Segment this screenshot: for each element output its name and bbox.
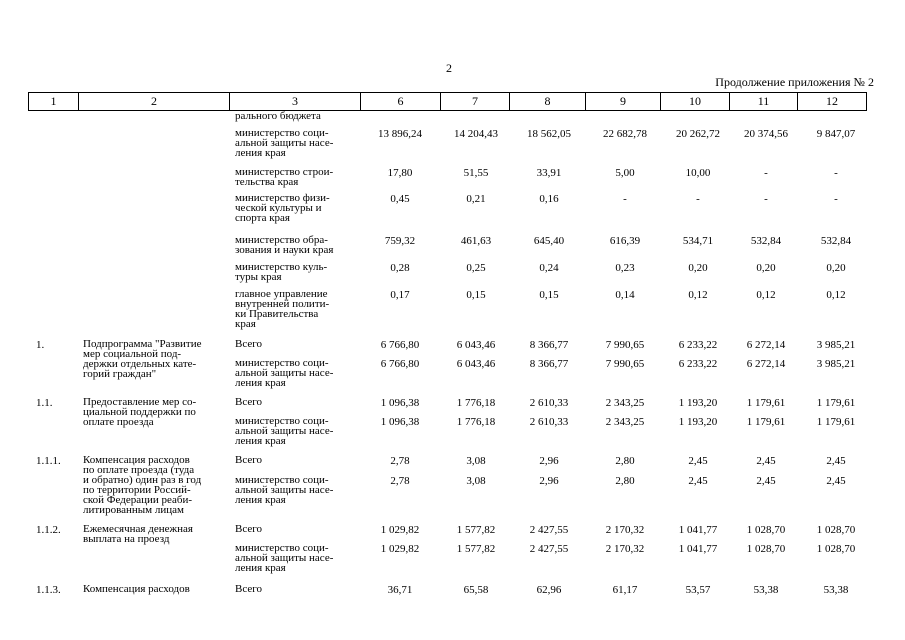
value-cell-col-12: - <box>834 193 838 205</box>
header-row <box>29 93 867 111</box>
text-line: Подпрограмма "Развитие <box>83 338 202 350</box>
value-cell-col-6: 36,71 <box>387 584 413 596</box>
value-cell-col-9: 2 343,25 <box>605 416 645 428</box>
value-cell-col-11: 6 272,14 <box>746 358 786 370</box>
value-cell-col-12: 2,45 <box>826 475 846 487</box>
text-line: Компенсация расходов <box>83 583 190 595</box>
value-cell-col-6: 2,78 <box>390 475 410 487</box>
column-header-11: 11 <box>730 93 798 111</box>
row-number: 1.1. <box>36 397 53 409</box>
row-source <box>235 358 361 388</box>
text-line: туры края <box>235 271 282 283</box>
value-cell-col-11: 1 028,70 <box>746 543 786 555</box>
value-cell-col-10: 2,45 <box>688 455 708 467</box>
value-cell-col-6: 6 766,80 <box>380 358 420 370</box>
text-line: горий граждан" <box>83 368 157 380</box>
value-cell-col-12: 0,12 <box>826 289 846 301</box>
value-cell-col-6: 17,80 <box>387 167 413 179</box>
value-cell-col-8: 2,96 <box>539 475 559 487</box>
value-cell-col-8: 2 610,33 <box>529 416 569 428</box>
value-cell-col-12: 3 985,21 <box>816 339 856 351</box>
value-cell-col-7: 1 776,18 <box>456 397 496 409</box>
value-cell-col-11: - <box>764 167 768 179</box>
value-cell-col-10: 20 262,72 <box>676 128 720 140</box>
value-cell-col-11: 1 028,70 <box>746 524 786 536</box>
text-line: спорта края <box>235 212 290 224</box>
text-line: внутренней полити- <box>235 298 330 310</box>
text-line: министерство соци- <box>235 357 329 369</box>
value-cell-col-7: 65,58 <box>463 584 489 596</box>
value-cell-col-12: 1 028,70 <box>816 543 856 555</box>
value-cell-col-6: 1 096,38 <box>380 416 420 428</box>
value-cell-col-10: 0,12 <box>688 289 708 301</box>
text-line: тельства края <box>235 176 299 188</box>
value-cell-col-10: 0,20 <box>688 262 708 274</box>
row-source <box>235 524 361 534</box>
text-line: ления края <box>235 562 286 574</box>
text-line: ления края <box>235 435 286 447</box>
value-cell-col-9: 7 990,65 <box>605 339 645 351</box>
value-cell-col-9: 0,23 <box>615 262 635 274</box>
text-line: держки отдельных кате- <box>83 358 197 370</box>
row-name <box>83 397 225 427</box>
value-cell-col-6: 2,78 <box>390 455 410 467</box>
value-cell-col-11: 20 374,56 <box>744 128 788 140</box>
row-source <box>235 397 361 407</box>
value-cell-col-11: 0,12 <box>756 289 776 301</box>
column-header-1: 1 <box>29 93 79 111</box>
row-source <box>235 543 361 573</box>
value-cell-col-12: 0,20 <box>826 262 846 274</box>
value-cell-col-11: - <box>764 193 768 205</box>
text-line: ления края <box>235 494 286 506</box>
value-cell-col-10: 2,45 <box>688 475 708 487</box>
value-cell-col-6: 0,28 <box>390 262 410 274</box>
value-cell-col-11: 0,20 <box>756 262 776 274</box>
text-line: министерство соци- <box>235 474 329 486</box>
column-header-7: 7 <box>441 93 510 111</box>
value-cell-col-8: 0,24 <box>539 262 559 274</box>
text-line: альной защиты насе- <box>235 137 334 149</box>
value-cell-col-10: 1 041,77 <box>678 543 718 555</box>
text-line: Предоставление мер со- <box>83 396 197 408</box>
value-cell-col-6: 1 096,38 <box>380 397 420 409</box>
value-cell-col-7: 6 043,46 <box>456 339 496 351</box>
value-cell-col-12: 532,84 <box>820 235 852 247</box>
text-line: министерство соци- <box>235 127 329 139</box>
column-header-9: 9 <box>586 93 661 111</box>
value-cell-col-7: 3,08 <box>466 455 486 467</box>
text-line: по территории Россий- <box>83 484 191 496</box>
value-cell-col-8: 8 366,77 <box>529 358 569 370</box>
value-cell-col-8: 8 366,77 <box>529 339 569 351</box>
value-cell-col-9: 2,80 <box>615 455 635 467</box>
value-cell-col-7: 0,25 <box>466 262 486 274</box>
row-name <box>83 455 225 515</box>
value-cell-col-10: 534,71 <box>682 235 714 247</box>
text-line: ской Федерации реаби- <box>83 494 193 506</box>
value-cell-col-7: 1 577,82 <box>456 524 496 536</box>
value-cell-col-8: 62,96 <box>536 584 562 596</box>
value-cell-col-7: 1 577,82 <box>456 543 496 555</box>
row-source <box>235 339 361 349</box>
text-line: Всего <box>235 338 262 350</box>
table-header <box>28 92 867 111</box>
column-header-10: 10 <box>661 93 730 111</box>
value-cell-col-7: 51,55 <box>463 167 489 179</box>
value-cell-col-10: 6 233,22 <box>678 358 718 370</box>
value-cell-col-12: - <box>834 167 838 179</box>
row-number: 1.1.2. <box>36 524 61 536</box>
row-source <box>235 455 361 465</box>
value-cell-col-9: 616,39 <box>609 235 641 247</box>
value-cell-col-8: 2,96 <box>539 455 559 467</box>
text-line: зования и науки края <box>235 244 334 256</box>
text-line: выплата на проезд <box>83 533 170 545</box>
row-name <box>83 339 225 379</box>
text-line: Всего <box>235 523 262 535</box>
text-line: министерство соци- <box>235 415 329 427</box>
value-cell-col-10: 1 193,20 <box>678 416 718 428</box>
text-line: ческой культуры и <box>235 202 322 214</box>
value-cell-col-9: 61,17 <box>612 584 638 596</box>
row-source <box>235 584 361 594</box>
value-cell-col-12: 2,45 <box>826 455 846 467</box>
text-line: ления края <box>235 147 286 159</box>
value-cell-col-11: 1 179,61 <box>746 416 786 428</box>
value-cell-col-9: - <box>623 193 627 205</box>
value-cell-col-8: 645,40 <box>533 235 565 247</box>
value-cell-col-12: 9 847,07 <box>816 128 856 140</box>
value-cell-col-9: 2 170,32 <box>605 524 645 536</box>
text-line: альной защиты насе- <box>235 552 334 564</box>
text-line: мер социальной под- <box>83 348 182 360</box>
column-header-8: 8 <box>510 93 586 111</box>
text-line: Компенсация расходов <box>83 454 190 466</box>
value-cell-col-6: 1 029,82 <box>380 524 420 536</box>
value-cell-col-11: 1 179,61 <box>746 397 786 409</box>
value-cell-col-12: 3 985,21 <box>816 358 856 370</box>
value-cell-col-7: 6 043,46 <box>456 358 496 370</box>
text-line: Ежемесячная денежная <box>83 523 193 535</box>
value-cell-col-8: 18 562,05 <box>527 128 571 140</box>
value-cell-col-7: 3,08 <box>466 475 486 487</box>
value-cell-col-10: 6 233,22 <box>678 339 718 351</box>
column-header-3: 3 <box>230 93 361 111</box>
value-cell-col-9: 5,00 <box>615 167 635 179</box>
text-line: министерство обра- <box>235 234 328 246</box>
row-source <box>235 167 361 187</box>
text-line: литированным лицам <box>83 504 184 516</box>
value-cell-col-9: 2,80 <box>615 475 635 487</box>
value-cell-col-9: 2 170,32 <box>605 543 645 555</box>
value-cell-col-11: 6 272,14 <box>746 339 786 351</box>
value-cell-col-11: 2,45 <box>756 475 776 487</box>
row-source <box>235 111 361 121</box>
text-line: альной защиты насе- <box>235 367 334 379</box>
value-cell-col-8: 2 610,33 <box>529 397 569 409</box>
value-cell-col-11: 532,84 <box>750 235 782 247</box>
value-cell-col-6: 0,17 <box>390 289 410 301</box>
text-line: Всего <box>235 583 262 595</box>
value-cell-col-10: 53,57 <box>685 584 711 596</box>
row-name <box>83 584 225 594</box>
value-cell-col-6: 1 029,82 <box>380 543 420 555</box>
row-source <box>235 193 361 223</box>
column-header-6: 6 <box>361 93 441 111</box>
row-source <box>235 262 361 282</box>
text-line: ления края <box>235 377 286 389</box>
value-cell-col-12: 1 179,61 <box>816 397 856 409</box>
value-cell-col-11: 2,45 <box>756 455 776 467</box>
value-cell-col-7: 0,15 <box>466 289 486 301</box>
text-line: министерство куль- <box>235 261 328 273</box>
value-cell-col-9: 7 990,65 <box>605 358 645 370</box>
text-line: министерство соци- <box>235 542 329 554</box>
row-number: 1.1.1. <box>36 455 61 467</box>
text-line: альной защиты насе- <box>235 484 334 496</box>
continuation-label: Продолжение приложения № 2 <box>715 75 874 89</box>
page-number: 2 <box>446 61 452 75</box>
text-line: министерство строи- <box>235 166 334 178</box>
value-cell-col-11: 53,38 <box>753 584 779 596</box>
text-line: края <box>235 318 256 330</box>
value-cell-col-7: 461,63 <box>460 235 492 247</box>
value-cell-col-9: 0,14 <box>615 289 635 301</box>
row-number: 1. <box>36 339 45 351</box>
text-line: Всего <box>235 396 262 408</box>
text-line: главное управление <box>235 288 328 300</box>
column-header-12: 12 <box>798 93 867 111</box>
value-cell-col-7: 1 776,18 <box>456 416 496 428</box>
value-cell-col-8: 0,15 <box>539 289 559 301</box>
value-cell-col-7: 14 204,43 <box>454 128 498 140</box>
value-cell-col-6: 759,32 <box>384 235 416 247</box>
row-name <box>83 524 225 544</box>
value-cell-col-8: 2 427,55 <box>529 524 569 536</box>
value-cell-col-6: 0,45 <box>390 193 410 205</box>
text-line: оплате проезда <box>83 416 154 428</box>
column-header-2: 2 <box>79 93 230 111</box>
value-cell-col-12: 53,38 <box>823 584 849 596</box>
value-cell-col-7: 0,21 <box>466 193 486 205</box>
value-cell-col-12: 1 179,61 <box>816 416 856 428</box>
value-cell-col-9: 2 343,25 <box>605 397 645 409</box>
text-line: альной защиты насе- <box>235 425 334 437</box>
value-cell-col-9: 22 682,78 <box>603 128 647 140</box>
text-line: и обратно) один раз в год <box>83 474 202 486</box>
row-number: 1.1.3. <box>36 584 61 596</box>
text-line: рального бюджета <box>235 110 321 122</box>
text-line: циальной поддержки по <box>83 406 196 418</box>
text-line: Всего <box>235 454 262 466</box>
value-cell-col-10: 1 041,77 <box>678 524 718 536</box>
value-cell-col-10: - <box>696 193 700 205</box>
text-line: по оплате проезда (туда <box>83 464 195 476</box>
row-source <box>235 289 361 329</box>
text-line: министерство физи- <box>235 192 330 204</box>
value-cell-col-10: 10,00 <box>685 167 711 179</box>
row-source <box>235 416 361 446</box>
row-source <box>235 475 361 505</box>
value-cell-col-6: 6 766,80 <box>380 339 420 351</box>
value-cell-col-8: 33,91 <box>536 167 562 179</box>
row-source <box>235 235 361 255</box>
text-line: ки Правительства <box>235 308 319 320</box>
value-cell-col-8: 0,16 <box>539 193 559 205</box>
value-cell-col-6: 13 896,24 <box>378 128 422 140</box>
value-cell-col-12: 1 028,70 <box>816 524 856 536</box>
value-cell-col-10: 1 193,20 <box>678 397 718 409</box>
value-cell-col-8: 2 427,55 <box>529 543 569 555</box>
row-source <box>235 128 361 158</box>
